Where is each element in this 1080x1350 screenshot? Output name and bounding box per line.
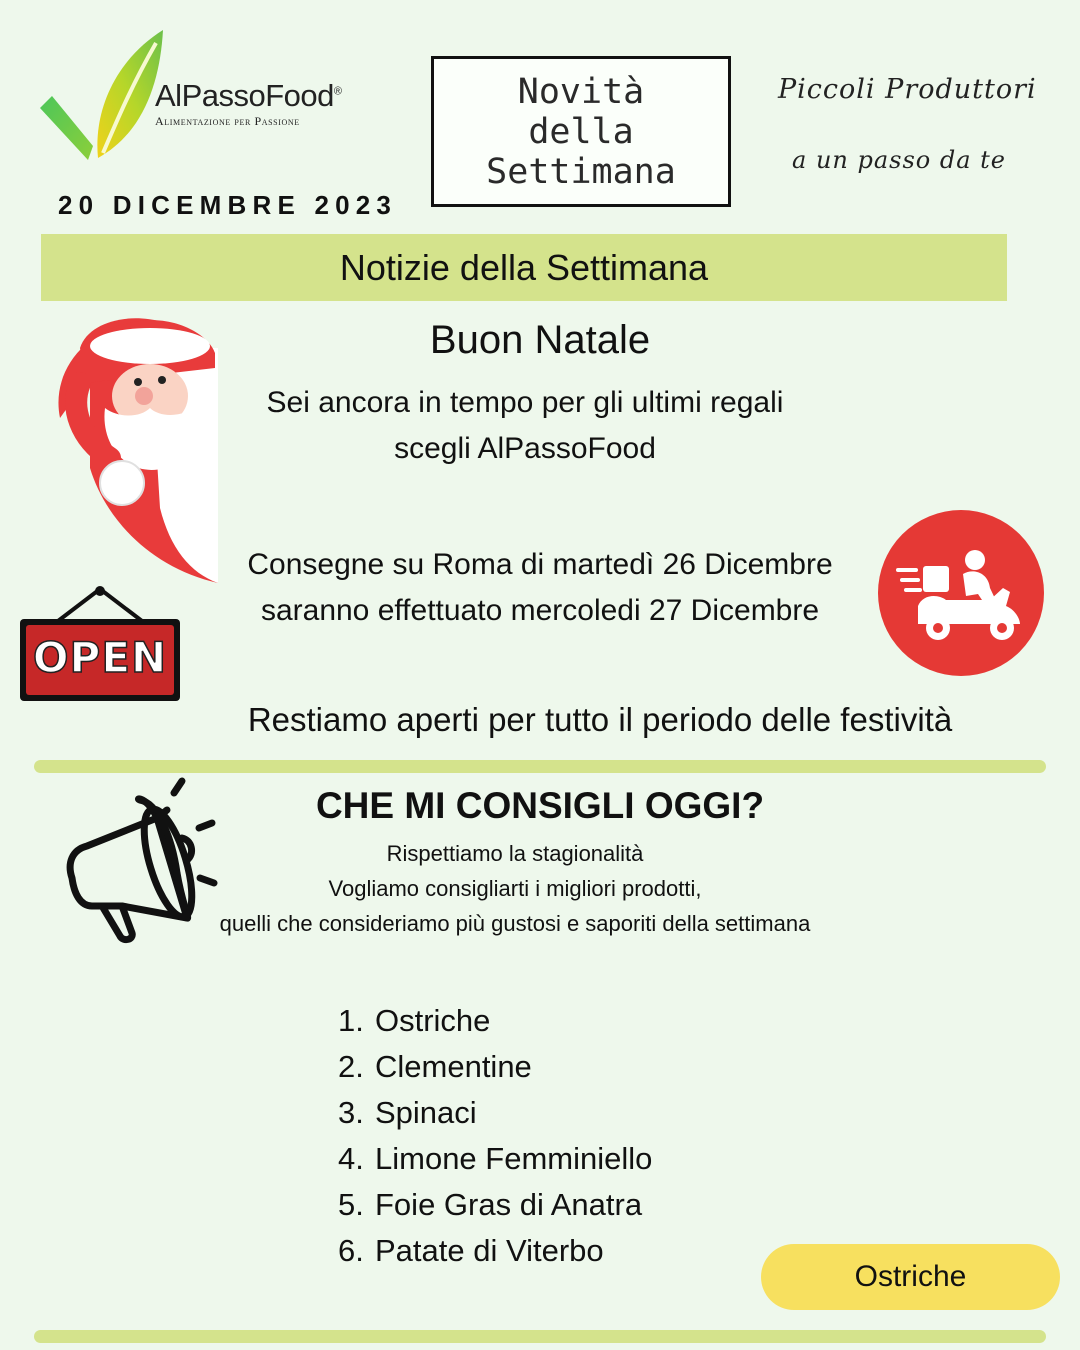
brand-name: AlPassoFood® — [155, 78, 342, 113]
product-name: Foie Gras di Anatra — [375, 1187, 643, 1222]
product-name: Ostriche — [375, 1003, 491, 1038]
news-banner-title: Notizie della Settimana — [339, 246, 709, 288]
recommendations-text-line-3: quelli che consideriamo più gustosi e saporiti della settimana — [219, 911, 811, 936]
opening-notice: Restiamo aperti per tutto il periodo delle festività — [247, 701, 953, 738]
delivery-text-line-2: saranno effettuato mercoledi 27 Dicembre — [260, 594, 820, 627]
product-name: Patate di Viterbo — [375, 1233, 604, 1268]
scooter-delivery-icon — [878, 510, 1044, 676]
brand-tagline: Alimentazione per Passione — [155, 114, 300, 128]
slogan-line-2: a un passo da te — [792, 146, 1007, 174]
section-divider — [34, 760, 1046, 773]
list-item: 3. Spinaci — [338, 1095, 477, 1130]
ostriche-button[interactable]: Ostriche — [761, 1244, 1060, 1310]
registered-mark: ® — [333, 85, 342, 98]
title-box — [431, 56, 731, 207]
recommendations-text-line-2: Vogliamo consigliarti i migliori prodotti, — [328, 876, 702, 901]
list-item: 6. Patate di Viterbo — [338, 1233, 604, 1268]
list-item: 5. Foie Gras di Anatra — [338, 1187, 643, 1222]
list-item: 2. Clementine — [338, 1049, 532, 1084]
recommendations-text-line-1: Rispettiamo la stagionalità — [386, 841, 644, 866]
gift-text-line-1: Sei ancora in tempo per gli ultimi regali — [266, 386, 784, 419]
product-list — [338, 998, 652, 1274]
page-title: Novità della Settimana — [486, 71, 676, 192]
product-name: Limone Femminiello — [375, 1141, 653, 1176]
open-sign-icon — [18, 585, 182, 703]
gift-text-line-2: scegli AlPassoFood — [394, 432, 656, 465]
delivery-text-line-1: Consegne su Roma di martedì 26 Dicembre — [247, 548, 833, 581]
recommendations-title: CHE MI CONSIGLI OGGI? — [315, 785, 765, 826]
section-divider-bottom — [34, 1330, 1046, 1343]
slogan-line-1: Piccoli Produttori — [778, 74, 1037, 105]
news-banner — [41, 234, 1007, 301]
product-name: Clementine — [375, 1049, 532, 1084]
product-name: Spinaci — [375, 1095, 477, 1130]
open-sign-label: OPEN — [32, 633, 168, 682]
list-item: 4. Limone Femminiello — [338, 1141, 653, 1176]
leaf-check-logo-icon — [38, 28, 168, 168]
issue-date: 20 DICEMBRE 2023 — [58, 190, 398, 220]
list-item: 1. Ostriche — [338, 1003, 491, 1038]
xmas-title: Buon Natale — [429, 318, 651, 362]
